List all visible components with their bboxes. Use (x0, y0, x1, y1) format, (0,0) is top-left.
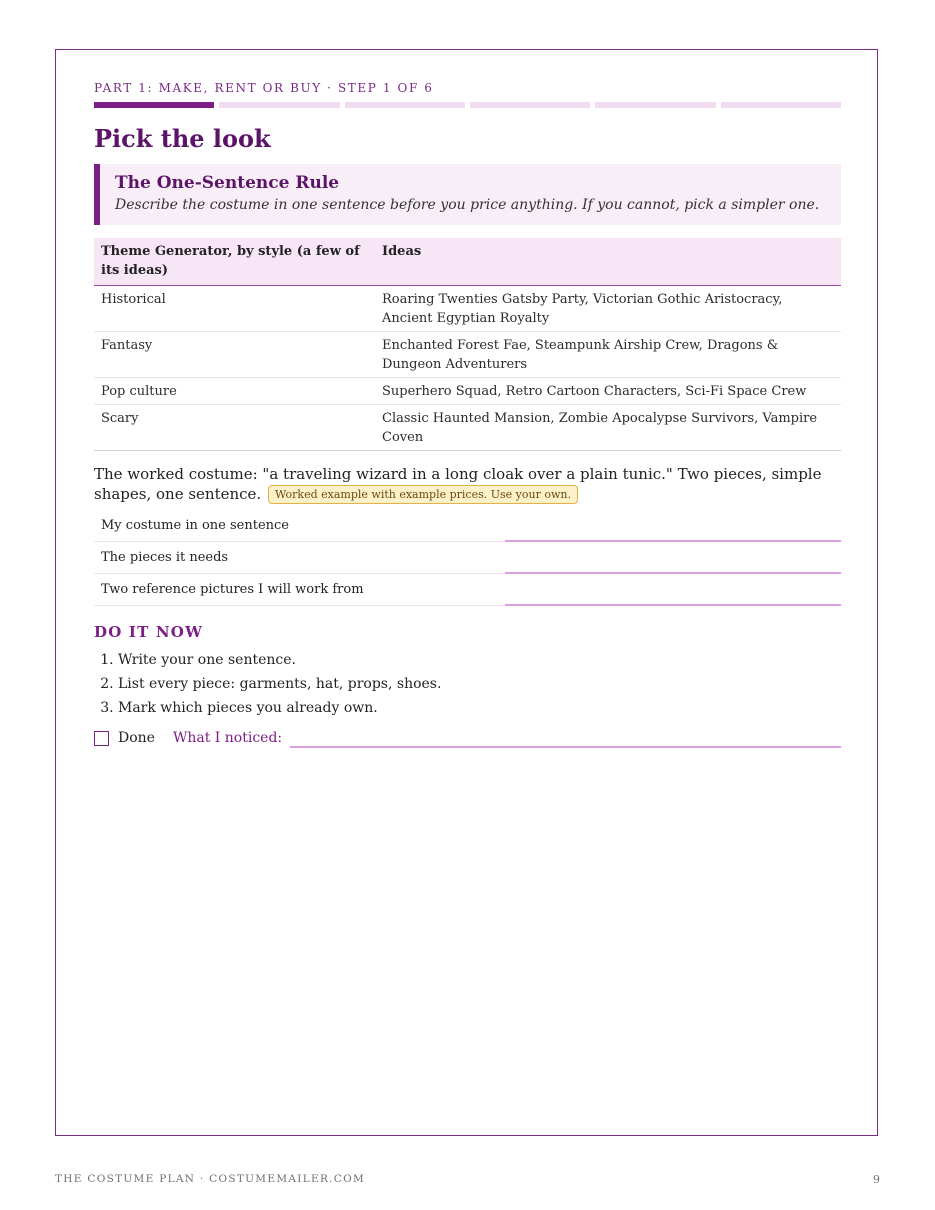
table-cell-style: Scary (94, 405, 375, 451)
list-item: 2. List every piece: garments, hat, props, shoes. (118, 672, 841, 696)
table-header-ideas: Ideas (375, 238, 841, 286)
footer-site: THE COSTUME PLAN · COSTUMEMAILER.COM (55, 1173, 366, 1185)
table-row (94, 405, 841, 451)
done-label: Done (118, 730, 155, 746)
noticed-write-in-line[interactable] (290, 729, 841, 748)
table-cell-style: Pop culture (94, 378, 375, 405)
progress-segment (721, 102, 841, 108)
fill-row-costume-sentence (94, 510, 841, 542)
fill-row-pieces (94, 542, 841, 574)
progress-segment (219, 102, 339, 108)
table-header-style: Theme Generator, by style (a few of its ideas) (94, 238, 375, 286)
progress-segment (94, 102, 214, 108)
page-title: Pick the look (94, 124, 271, 153)
write-in-line[interactable] (505, 574, 841, 606)
do-it-now-steps (94, 648, 841, 720)
write-in-line[interactable] (505, 510, 841, 542)
table-row (94, 332, 841, 378)
table-header-row (94, 238, 841, 286)
worked-example (94, 464, 841, 504)
done-row (94, 727, 841, 749)
progress-segment (470, 102, 590, 108)
rule-text: Describe the costume in one sentence before you price anything. If you cannot, pick a simpler one. (115, 197, 820, 213)
fill-in-section (94, 510, 841, 606)
example-badge: Worked example with example prices. Use your own. (268, 485, 578, 504)
table-cell-style: Fantasy (94, 332, 375, 378)
fill-row-label: The pieces it needs (101, 550, 229, 565)
fill-row-label: My costume in one sentence (101, 518, 290, 533)
table-cell-ideas: Enchanted Forest Fae, Steampunk Airship Crew, Dragons & Dungeon Adventurers (375, 332, 841, 378)
rule-title: The One-Sentence Rule (115, 173, 340, 193)
write-in-line[interactable] (505, 542, 841, 574)
table-row (94, 286, 841, 332)
list-item: 1. Write your one sentence. (118, 648, 841, 672)
page-content (94, 80, 841, 749)
do-it-now-heading: DO IT NOW (94, 623, 204, 641)
table-cell-ideas: Superhero Squad, Retro Cartoon Characters, Sci-Fi Space Crew (375, 378, 841, 405)
fill-row-label: Two reference pictures I will work from (101, 582, 364, 597)
step-progress-bar (94, 102, 841, 108)
page-frame (55, 49, 878, 1136)
progress-segment (595, 102, 715, 108)
progress-segment (345, 102, 465, 108)
table-cell-style: Historical (94, 286, 375, 332)
noticed-label: What I noticed: (172, 730, 283, 746)
table-row (94, 378, 841, 405)
fill-row-reference-pictures (94, 574, 841, 606)
rule-callout (94, 164, 841, 225)
step-label: PART 1: MAKE, RENT OR BUY · STEP 1 OF 6 (94, 81, 434, 95)
list-item: 3. Mark which pieces you already own. (118, 696, 841, 720)
done-checkbox[interactable] (94, 731, 109, 746)
table-cell-ideas: Roaring Twenties Gatsby Party, Victorian Gothic Aristocracy, Ancient Egyptian Royalty (375, 286, 841, 332)
worked-example-text: The worked costume: "a traveling wizard in a long cloak over a plain tunic." Two pieces, simple shapes, one sentence. (94, 465, 822, 503)
page-number: 9 (873, 1173, 880, 1186)
table-cell-ideas: Classic Haunted Mansion, Zombie Apocalypse Survivors, Vampire Coven (375, 405, 841, 451)
theme-table (94, 238, 841, 451)
